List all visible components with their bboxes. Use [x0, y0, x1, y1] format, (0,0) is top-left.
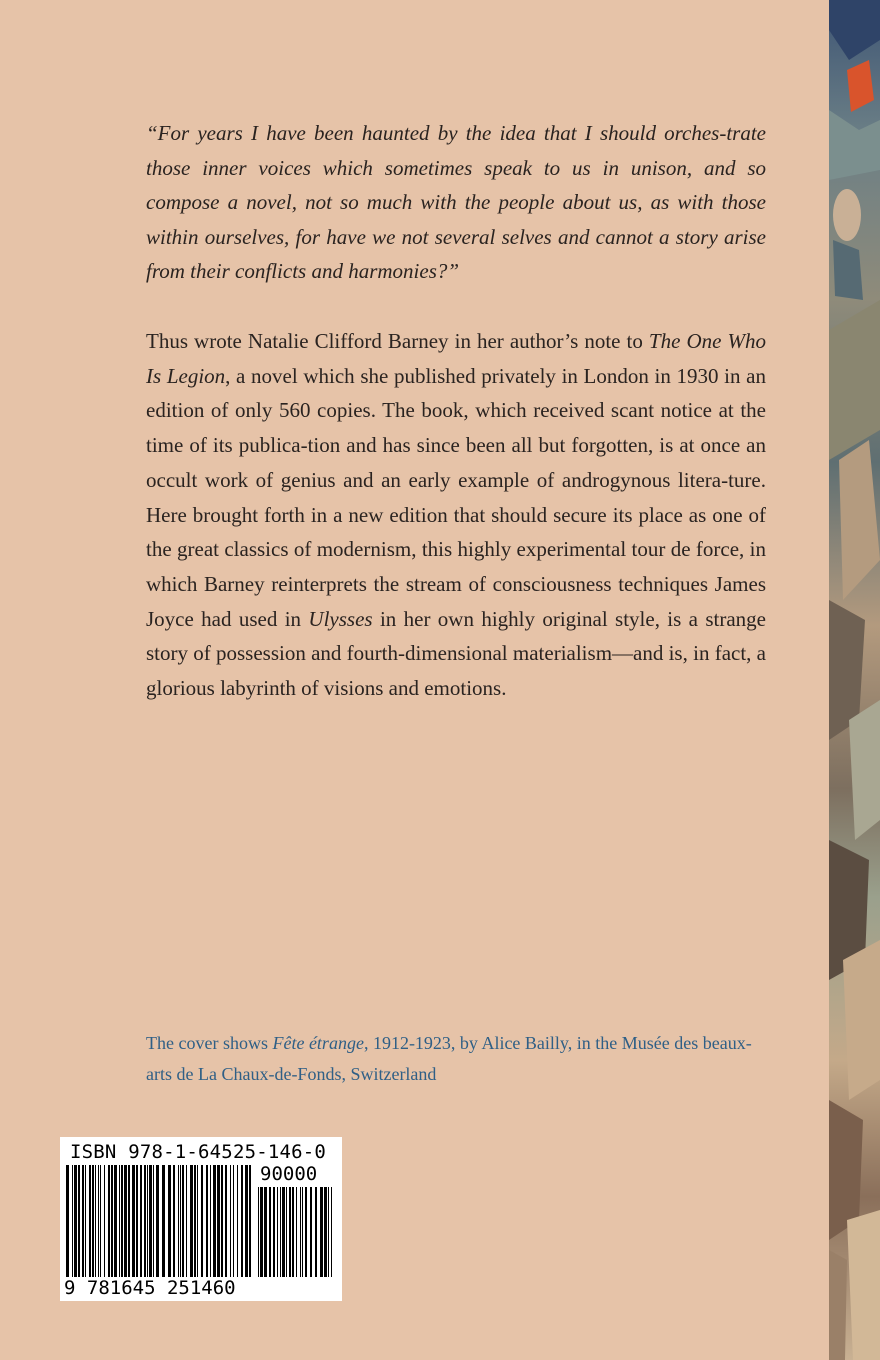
isbn-label: ISBN 978-1-64525-146-0 [70, 1141, 327, 1163]
painting-title: Fête étrange [272, 1033, 364, 1053]
barcode-bar [194, 1165, 196, 1281]
painting-detail-image [829, 0, 880, 1360]
addon-barcode-bars [258, 1187, 334, 1281]
ean-digits: 9 781645 251460 [64, 1277, 338, 1299]
barcode-bar [221, 1165, 223, 1281]
book-description [146, 324, 766, 706]
barcode-bar [108, 1165, 110, 1281]
barcode-bar [206, 1165, 208, 1281]
description-part-1: Thus wrote Natalie Clifford Barney in her author’s note to [146, 329, 649, 353]
barcode-bar [89, 1165, 91, 1281]
barcode-bar [249, 1165, 251, 1281]
epigraph-quote: “For years I have been haunted by the idea that I should orches-trate those inner voices which sometimes speak to us in unison, and so compose a novel, not so much with the people about us, as with those within ourselves, for have we not several selves and cannot a story arise from their conflicts and harmonies?” [146, 121, 766, 283]
barcode-bar [114, 1165, 117, 1281]
barcode-bar [258, 1187, 259, 1281]
ean-barcode-bars [66, 1165, 254, 1281]
barcode-bar [132, 1165, 135, 1281]
barcode-bar [144, 1165, 146, 1281]
barcode-bar [156, 1165, 159, 1281]
barcode-bar [230, 1165, 231, 1281]
barcode-bar [280, 1187, 281, 1281]
barcode-bar [168, 1165, 171, 1281]
barcode-bar [92, 1165, 94, 1281]
barcode-bar [186, 1165, 187, 1281]
barcode-bar [324, 1187, 327, 1281]
barcode-bar [74, 1165, 77, 1281]
barcode-bar [173, 1165, 175, 1281]
barcode-bar [197, 1165, 198, 1281]
barcode-bar [260, 1187, 263, 1281]
isbn-barcode [60, 1137, 342, 1301]
barcode-bar [264, 1187, 267, 1281]
price-code: 90000 [260, 1163, 318, 1185]
barcode-bar [217, 1165, 220, 1281]
barcode-bar [128, 1165, 130, 1281]
cover-credit [146, 1028, 766, 1090]
barcode-bar [225, 1165, 227, 1281]
barcode-bar [282, 1187, 285, 1281]
barcode-bar [296, 1187, 297, 1281]
barcode-bar [82, 1165, 84, 1281]
credit-part-2: , 1912-1923, by Alice Bailly, in the Musée des beaux-arts de La Chaux-de-Fonds, Switzerland [146, 1033, 752, 1084]
barcode-bar [237, 1165, 238, 1281]
barcode-bar [121, 1165, 123, 1281]
barcode-bar [140, 1165, 142, 1281]
cover-painting-strip [829, 0, 880, 1360]
ulysses-title: Ulysses [308, 606, 373, 631]
barcode-bar [277, 1187, 278, 1281]
barcode-bar [286, 1187, 287, 1281]
barcode-bar [85, 1165, 86, 1281]
barcode-bar [180, 1165, 181, 1281]
barcode-bar [98, 1165, 99, 1281]
barcode-bar [273, 1187, 275, 1281]
barcode-bar [72, 1165, 73, 1281]
barcode-bar [178, 1165, 179, 1281]
barcode-bar [210, 1165, 211, 1281]
barcode-bar [95, 1165, 96, 1281]
barcode-bar [136, 1165, 138, 1281]
barcode-bar [310, 1187, 312, 1281]
barcode-bar [302, 1187, 303, 1281]
book-title: The One Who Is Legion [146, 329, 766, 388]
barcode-bar [292, 1187, 294, 1281]
credit-part-1: The cover shows [146, 1033, 273, 1053]
barcode-bar [124, 1165, 127, 1281]
barcode-bar [331, 1187, 332, 1281]
barcode-bar [201, 1165, 203, 1281]
barcode-bar [190, 1165, 193, 1281]
barcode-bar [269, 1187, 271, 1281]
barcode-bar [241, 1165, 243, 1281]
barcode-bar [320, 1187, 323, 1281]
barcode-bar [182, 1165, 184, 1281]
barcode-bar [328, 1187, 329, 1281]
barcode-bar [119, 1165, 120, 1281]
barcode-bar [245, 1165, 248, 1281]
barcode-bar [289, 1187, 291, 1281]
description-part-2: , a novel which she published privately in London in 1930 in an edition of only 560 copies. The book, which received scant notice at the time of its publica-tion and has since been all but forgotten, is at once an occult work of genius and an early example of androgynous litera-ture. Here brought forth in a new edition that should secure its place as one of the great classics of modernism, this highly experimental tour de force, in which Barney reinterprets the stream of consciousness techniques James Joyce had used in [146, 363, 766, 631]
barcode-bar [149, 1165, 152, 1281]
barcode-bar [315, 1187, 317, 1281]
barcode-bar [233, 1165, 234, 1281]
barcode-bar [305, 1187, 307, 1281]
barcode-bar [213, 1165, 216, 1281]
barcode-bar [104, 1165, 105, 1281]
barcode-bar [66, 1165, 69, 1281]
barcode-bar [111, 1165, 113, 1281]
barcode-bar [78, 1165, 80, 1281]
barcode-bar [153, 1165, 154, 1281]
barcode-bar [100, 1165, 101, 1281]
barcode-bar [300, 1187, 301, 1281]
barcode-bar [162, 1165, 165, 1281]
barcode-bar [147, 1165, 148, 1281]
description-part-3: in her own highly original style, is a strange story of possession and fourth-dimensional materialism—and is, in fact, a glorious labyrinth of visions and emotions. [146, 606, 766, 701]
